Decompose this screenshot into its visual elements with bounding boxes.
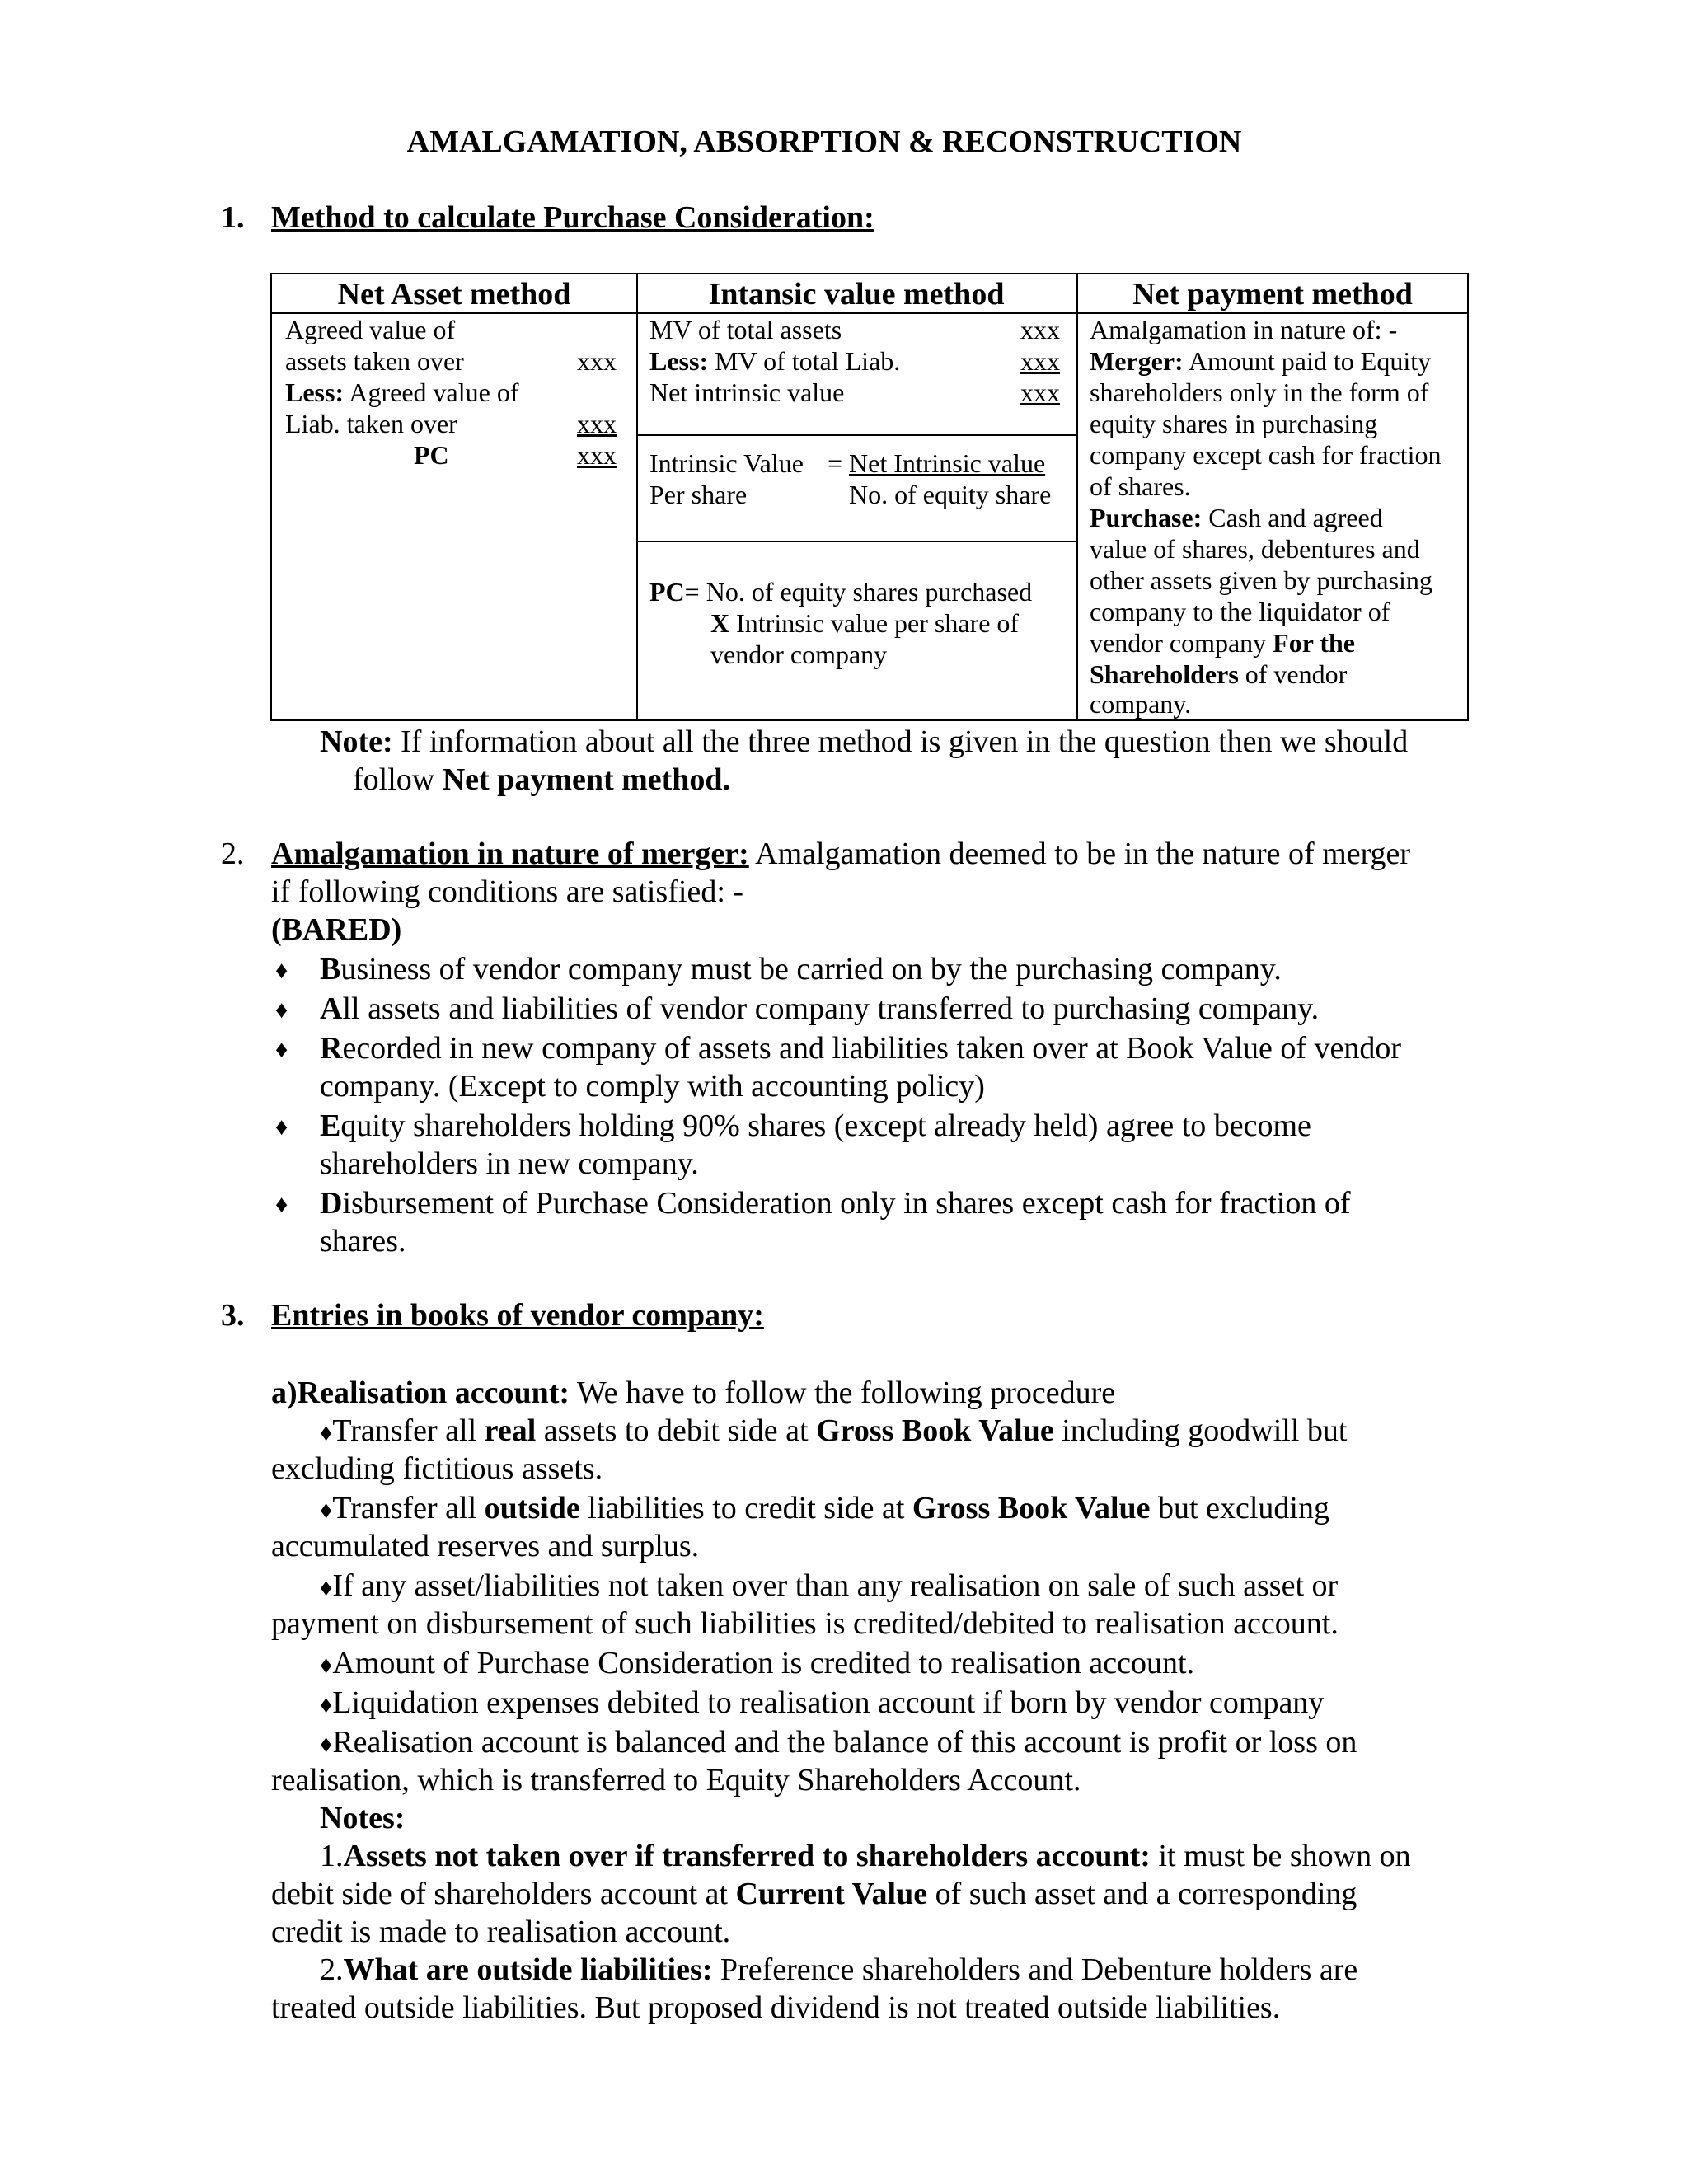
bared-item-a: All assets and liabilities of vendor company transferred to purchasing company. (320, 991, 1320, 1026)
intrinsic-per-share-label2: Per share (649, 480, 748, 509)
bullet-icon: ♦ (320, 1691, 333, 1718)
intrinsic-numerator: Net Intrinsic value (849, 448, 1046, 478)
realisation-p4: ♦Amount of Purchase Consideration is credited to realisation account. (320, 1646, 1195, 1680)
net-payment-l2: Merger: Amount paid to Equity (1090, 346, 1432, 376)
bullet-icon: ♦ (320, 1731, 333, 1758)
net-payment-l7: Purchase: Cash and agreed (1090, 503, 1383, 532)
section3-heading: Entries in books of vendor company: (271, 1298, 764, 1333)
table-divider (636, 274, 638, 719)
intrinsic-row3: Net intrinsic value (649, 377, 845, 407)
net-asset-line2-value: xxx (577, 346, 617, 376)
intrinsic-pc-line2: X Intrinsic value per share of (710, 608, 1020, 638)
bared-item-d-cont: shares. (320, 1224, 406, 1258)
net-payment-l13: company. (1090, 689, 1192, 719)
realisation-p3-cont: payment on disbursement of such liabilities is credited/debited to realisation account. (271, 1606, 1339, 1641)
header-net-asset-method: Net Asset method (337, 277, 571, 312)
section2-text2: if following conditions are satisfied: - (271, 874, 744, 909)
section3-number: 3. (221, 1298, 245, 1333)
realisation-p1: ♦Transfer all real assets to debit side at Gross Book Value including goodwill but (320, 1413, 1348, 1448)
realisation-p3: ♦If any asset/liabilities not taken over than any realisation on sale of such asset or (320, 1568, 1339, 1603)
net-payment-l1: Amalgamation in nature of: - (1090, 315, 1398, 344)
realisation-p2-cont: accumulated reserves and surplus. (271, 1529, 700, 1563)
bullet-icon: ♦ (275, 1113, 288, 1141)
bared-item-e: Equity shareholders holding 90% shares (except already held) agree to become (320, 1108, 1311, 1143)
net-payment-l3: shareholders only in the form of (1090, 377, 1429, 407)
net-asset-pc-value: xxx (577, 440, 617, 470)
bullet-icon: ♦ (275, 996, 288, 1024)
note2-line1: 2.What are outside liabilities: Preference shareholders and Debenture holders are (320, 1952, 1358, 1987)
intrinsic-row1-value: xxx (1020, 315, 1060, 344)
table-cell-rule (636, 541, 1076, 542)
net-asset-line2: assets taken over (285, 346, 464, 376)
net-asset-line3: Less: Agreed value of (285, 377, 519, 407)
intrinsic-equals: = (828, 448, 843, 478)
note2-line2: treated outside liabilities. But proposed dividend is not treated outside liabilities. (271, 1990, 1281, 2025)
header-intrinsic-value-method: Intansic value method (708, 277, 1005, 312)
net-payment-l9: other assets given by purchasing (1090, 565, 1432, 595)
table-cell-rule (636, 434, 1076, 436)
net-asset-pc-label: PC (414, 440, 449, 470)
net-asset-line1: Agreed value of (285, 315, 456, 344)
bared-item-d: Disbursement of Purchase Consideration only in shares except cash for fraction of (320, 1186, 1351, 1221)
intrinsic-denominator: No. of equity share (849, 480, 1052, 509)
intrinsic-row2: Less: MV of total Liab. (649, 346, 901, 376)
realisation-p6: ♦Realisation account is balanced and the balance of this account is profit or loss on (320, 1725, 1357, 1760)
bared-item-b: Business of vendor company must be carried on by the purchasing company. (320, 952, 1282, 987)
table-divider (1076, 274, 1078, 719)
section2-number: 2. (221, 837, 245, 871)
intrinsic-row1: MV of total assets (649, 315, 842, 344)
notes-label: Notes: (320, 1801, 406, 1835)
bullet-icon: ♦ (320, 1497, 333, 1524)
bared-item-r-cont: company. (Except to comply with accounting policy) (320, 1069, 985, 1104)
intrinsic-pc-line1: PC= No. of equity shares purchased (649, 577, 1033, 607)
note1-line3: credit is made to realisation account. (271, 1915, 731, 1949)
intrinsic-per-share-label: Intrinsic Value (649, 448, 804, 478)
realisation-p2: ♦Transfer all outside liabilities to credit side at Gross Book Value but excluding (320, 1491, 1329, 1526)
note-line1: Note: If information about all the three method is given in the question then we should (320, 724, 1409, 759)
bullet-icon: ♦ (320, 1652, 333, 1679)
bullet-icon: ♦ (275, 1191, 288, 1218)
bullet-icon: ♦ (320, 1574, 333, 1601)
bullet-icon: ♦ (275, 1036, 288, 1063)
purchase-consideration-table (270, 273, 1469, 721)
section2-acronym: (BARED) (271, 912, 402, 947)
intrinsic-row3-value: xxx (1020, 377, 1060, 407)
bullet-icon: ♦ (320, 1419, 333, 1446)
note-line2: follow Net payment method. (353, 762, 731, 797)
bared-item-e-cont: shareholders in new company. (320, 1146, 699, 1181)
net-payment-l10: company to the liquidator of (1090, 597, 1390, 626)
note1-line1: 1.Assets not taken over if transferred to shareholders account: it must be shown on (320, 1839, 1411, 1873)
realisation-p6-cont: realisation, which is transferred to Equity Shareholders Account. (271, 1763, 1081, 1797)
section1-number: 1. (221, 200, 245, 235)
header-net-payment-method: Net payment method (1132, 277, 1413, 312)
bullet-icon: ♦ (275, 957, 288, 984)
net-asset-line4-value: xxx (577, 409, 617, 438)
document-title: AMALGAMATION, ABSORPTION & RECONSTRUCTION (406, 124, 1242, 159)
net-payment-l12: Shareholders of vendor (1090, 659, 1348, 689)
net-payment-l11: vendor company For the (1090, 628, 1355, 658)
realisation-p5: ♦Liquidation expenses debited to realisation account if born by vendor company (320, 1685, 1325, 1720)
net-payment-l6: of shares. (1090, 471, 1191, 501)
section1-heading: Method to calculate Purchase Consideration: (271, 200, 874, 235)
intrinsic-row2-value: xxx (1020, 346, 1060, 376)
realisation-intro: a)Realisation account: We have to follow the following procedure (271, 1376, 1116, 1410)
intrinsic-pc-line3: vendor company (710, 640, 888, 669)
net-payment-l5: company except cash for fraction (1090, 440, 1442, 470)
realisation-p1-cont: excluding fictitious assets. (271, 1451, 603, 1486)
net-payment-l8: value of shares, debentures and (1090, 534, 1420, 564)
section2-heading-line: Amalgamation in nature of merger: Amalgamation deemed to be in the nature of merger (271, 837, 1411, 871)
net-asset-line4: Liab. taken over (285, 409, 457, 438)
note1-line2: debit side of shareholders account at Current Value of such asset and a corresponding (271, 1877, 1357, 1911)
net-payment-l4: equity shares in purchasing (1090, 409, 1378, 438)
bared-item-r: Recorded in new company of assets and liabilities taken over at Book Value of vendor (320, 1031, 1402, 1066)
